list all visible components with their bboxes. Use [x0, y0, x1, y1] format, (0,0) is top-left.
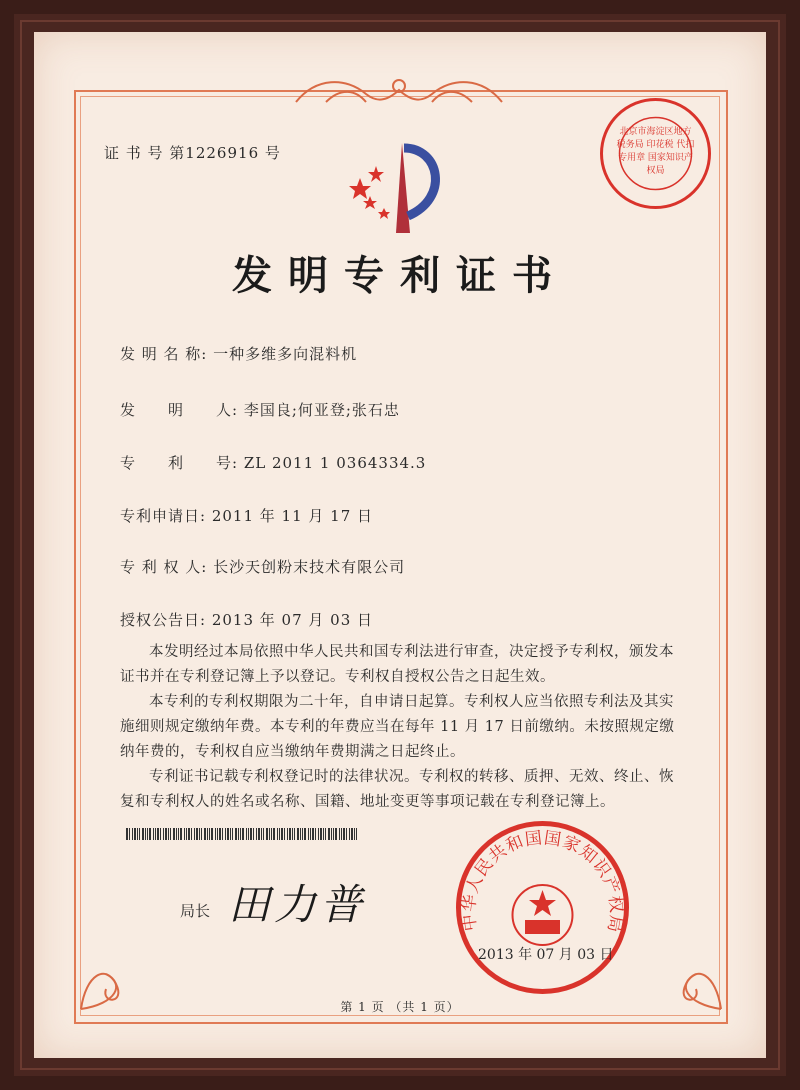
announcement-date: 授权公告日: 2013 年 07 月 03 日 [120, 611, 374, 629]
barcode-icon [126, 828, 360, 840]
seal-date: 2013 年 07 月 03 日 [478, 947, 614, 963]
body-paragraph-3: 专利证书记载专利权登记时的法律状况。专利权的转移、质押、无效、终止、恢复和专利权人的姓名或名称、国籍、地址变更等事项记载在专利登记簿上。 [120, 769, 674, 810]
patent-number: 专 利 号: ZL 2011 1 0364334.3 [120, 454, 427, 472]
tax-stamp-seal-text: 北京市海淀区地方税务局 印花税 代扣专用章 国家知识产权局 [616, 127, 695, 176]
patentee: 专 利 权 人: 长沙天创粉末技术有限公司 [120, 558, 406, 576]
certificate-body [120, 640, 680, 815]
director-signature: 田力普 [228, 880, 367, 929]
page-number: 第 1 页 （共 1 页） [340, 1000, 460, 1014]
seal-text: 中华人民共和国国家知识产权局 [459, 828, 626, 935]
certificate-number: 证 书 号 第1226916 号 [104, 144, 281, 162]
official-seal-icon [455, 820, 630, 995]
tax-stamp-seal-icon [598, 96, 713, 211]
director-label: 局长 [180, 902, 211, 920]
body-paragraph-2: 本专利的专利权期限为二十年，自申请日起算。专利权人应当依照专利法及其实施细则规定缴纳年费。本专利的年费应当在每年 11 月 17 日前缴纳。未按照规定缴纳年费的，专利权自应当缴纳年费期满之日起终止。 [120, 694, 675, 760]
certificate-title: 发明专利证书 [232, 252, 568, 299]
inventors: 发 明 人: 李国良;何亚登;张石忠 [120, 401, 400, 419]
patent-office-logo-icon [340, 138, 460, 238]
invention-name: 发 明 名 称: 一种多维多向混料机 [120, 345, 358, 363]
top-ornament-icon [286, 72, 512, 116]
body-paragraph-1: 本发明经过本局依照中华人民共和国专利法进行审查，决定授予专利权，颁发本证书并在专利登记簿上予以登记。专利权自授权公告之日起生效。 [120, 644, 674, 685]
application-date: 专利申请日: 2011 年 11 月 17 日 [120, 507, 374, 525]
